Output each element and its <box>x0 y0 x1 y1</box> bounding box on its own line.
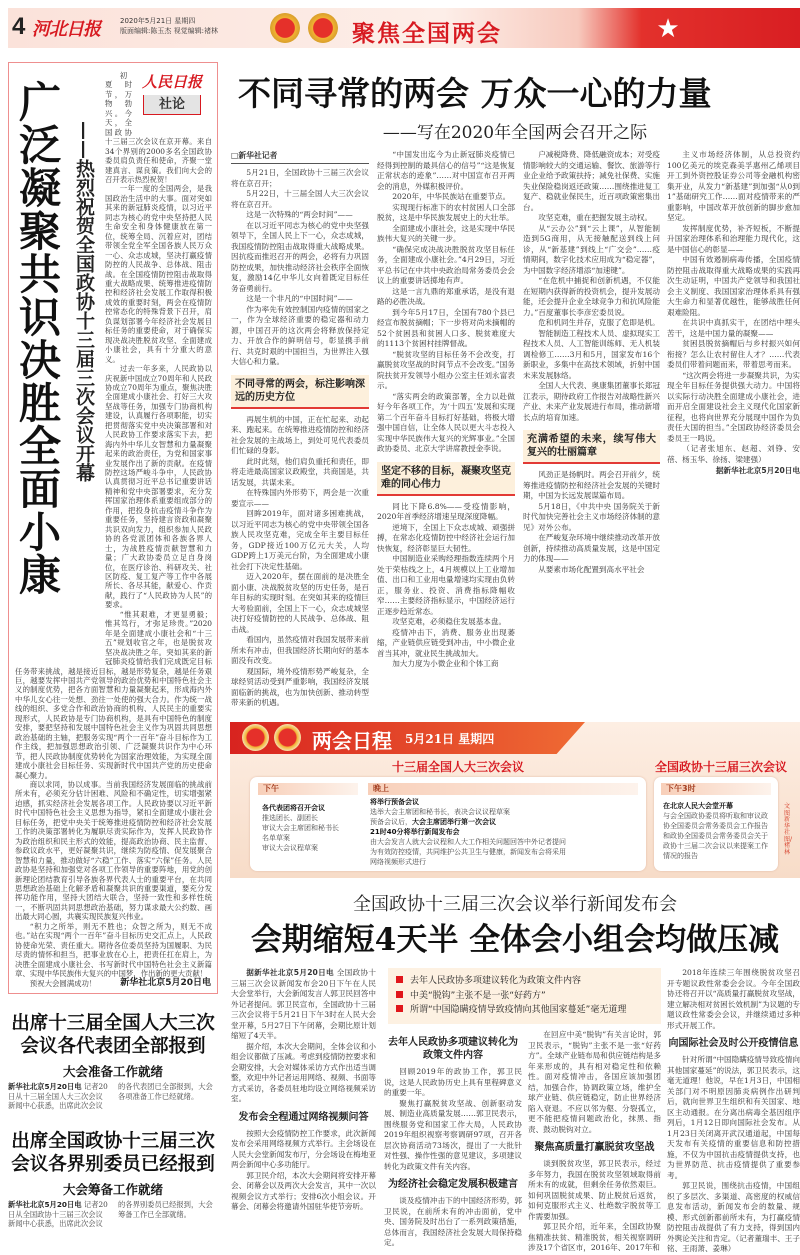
paragraph <box>231 189 369 210</box>
paragraph-text: 在共识中真抓实干，在团结中埋头苦干，这是中国力量的凝聚—— <box>667 318 800 338</box>
schedule-item <box>370 847 645 857</box>
side-article-2-headline: 出席全国政协十三届三次会议各界别委员已经报到 <box>11 1131 215 1175</box>
paragraph <box>231 294 369 305</box>
issue-info <box>120 16 218 36</box>
paragraph <box>231 305 369 368</box>
side-article-2-body <box>8 1200 218 1229</box>
schedule-item <box>370 807 645 817</box>
schedule-text: 与会全国政协委员将听取和审议政 <box>663 812 768 820</box>
paragraph <box>523 318 660 329</box>
paragraph <box>667 1055 800 1181</box>
paragraph <box>231 1042 376 1105</box>
press-article-column <box>231 968 376 1243</box>
schedule-date: 5月21日 星期四 <box>405 732 495 746</box>
section-subheading: 不同寻常的两会，标注影响深远的历史方位 <box>231 375 369 409</box>
paragraph-text: 攻坚克难，重在把握发展主动权。 <box>538 213 653 222</box>
paragraph <box>523 502 660 534</box>
schedule-item <box>262 823 362 833</box>
schedule-text: 由大会发言人就大会议程和人大工作相关问题回答中外记者提问 <box>370 838 566 846</box>
body-text: 记者20日从全国政协十三届三次会议新闻中心获悉，出席此次会议的各界别委员已经报到，大会筹备工作已全部就绪。 <box>8 1200 213 1229</box>
paragraph <box>377 150 515 192</box>
paragraph <box>377 192 515 203</box>
schedule-title: 两会日程 <box>312 729 392 753</box>
dateline: 据新华社北京5月20日电 <box>715 466 800 475</box>
source-logo: 人民日报 <box>141 73 202 91</box>
paragraph-text: “脱贫攻坚的目标任务不会改变，打赢脱贫攻坚战的时间节点不会改变。”国务院扶贫开发领导小组办公室主任刘永富表示。 <box>377 349 515 390</box>
paragraph-text: 聚焦打赢脱贫攻坚战、创新驱动发展、制造业高质量发展……郭卫民表示，围绕服务党和国家工作大局，人民政协2019年组织视察考察调研97项，召开各层次协商活动73场次，提出了一大批针对性强、操作性强的意见建议，多项建议转化为政策文件有关内容。 <box>384 1098 522 1171</box>
paragraph <box>384 1067 522 1099</box>
paragraph <box>667 255 800 318</box>
schedule-item <box>262 843 362 853</box>
paragraph: 初夏时节，万物勃兴。今天，全国政协十三届三次会议在京开幕。来自34个界别的2000多名全国政协委员肩负责任和使命，齐聚一堂建真言、谋良策。我们向大会的召开表示热烈祝贺！ <box>105 71 212 184</box>
schedule-text: 将举行预备会议 <box>370 798 419 806</box>
paragraph-text: 中国有效遏制病毒传播，全国疫情防控阻击战取得重大战略成果的实践再次生动证明，中国共产党领导和我国社会主义制度、我国国家治理体系具有强大生命力和显著优越性，能够战胜任何艰难险阻。 <box>667 255 800 317</box>
paragraph <box>377 554 515 617</box>
schedule-box <box>230 722 800 878</box>
paragraph-text: “这次两会将进一步凝聚共识，为实现全年目标任务提供强大动力。中国将以实际行动决胜全面建成小康社会，进而开启全面建设社会主义现代化国家新征程，也将向世界充分展现中国作为负责任大国的担当。”全国政协经济委员会委员王一鸣说。 <box>667 370 800 443</box>
press-article-column <box>528 1030 661 1252</box>
paragraph <box>231 1129 376 1171</box>
schedule-item <box>663 841 778 851</box>
editors: 版面编辑:陈玉杰 视觉编辑:褚林 <box>120 27 218 35</box>
npc-afternoon-items <box>262 803 362 853</box>
paragraph-text: 疫情冲击下，消费、服务业出现萎缩，产业链供应链受到冲击，中小微企业首当其冲，就业民生挑战加大。 <box>377 627 515 658</box>
paragraph <box>377 628 515 660</box>
section-subheading: 去年人民政协多项建议转化为政策文件内容 <box>388 1037 518 1061</box>
paragraph <box>377 502 515 523</box>
paragraph: “惟其艰难，才更显勇毅；惟其笃行，才弥足珍贵。”2020年是全面建成小康社会和“十三五”规划收官之年，也是脱贫攻坚决战决胜之年。突如其来的新冠肺炎疫情给我们完成既定目标任务带来挑战，越是接近目标，越是形势复杂，越是任务艰巨，越要发挥中国共产党领导的政治优势和中国特色社会主义的制度优势，把各方面智慧和力量凝聚起来，形成海内外中华儿女心往一处想、劲往一处使的强大合力。作为统一战线的组织、多党合作和政治协商的机构、人民民主的重要实现形式，人民政协是专门协商机构，是具有中国特色的制度安排，要把坚持和发展中国特色社会主义作为巩固共同思想政治基础的主轴，把服务实现“两个一百年”奋斗目标作为工作主线，把加强思想政治引领、广泛凝聚共识作为中心环节，把人民政协制度优势转化为国家治理效能，为实现全面建成小康社会目标任务、实现新时代中国共产党的历史使命凝心聚力。 <box>15 609 212 780</box>
newspaper-logo: 河北日报 <box>32 19 100 40</box>
schedule-text: 政协十三届二次会议以来提案工作 <box>663 842 768 850</box>
paragraph-text: 5月18日，《中共中央 国务院关于新时代加快完善社会主义市场经济体制的意见》对外公布。 <box>523 501 660 532</box>
schedule-text: 为有效防控疫情，共同维护公共卫生与健康，新闻发布会将采用 <box>370 848 566 856</box>
paragraph <box>231 635 369 667</box>
schedule-text: 推选团长、副团长 <box>262 814 318 822</box>
section-subheading: 为经济社会稳定发展积极建言 <box>388 1179 518 1190</box>
schedule-text: 名单草案 <box>262 834 290 842</box>
paragraph-text: “在危机中捕捉和创新机遇，不仅能在短期内获得新的投资机会，提升发展动能，还会提升企业全球竞争力和抗风险能力。”百度董事长李彦宏委员说。 <box>523 276 660 317</box>
paragraph <box>377 523 515 555</box>
paragraph <box>377 350 515 392</box>
peoples-daily-editorial-logo <box>132 71 212 129</box>
main-article-column <box>523 150 660 705</box>
paragraph <box>231 1171 376 1213</box>
paragraph-text: 郭卫民说，围绕抗击疫情，中国组织了多层次、多渠道、高密度的权威信息发布活动，新闻发布会的数量、规模、形式创新都前所未有，为打赢疫情防控阻击战提供了有力支持，得到国内外舆论关注和肯定。（记者董瑞丰、王子铭、王雨萧、姜琳） <box>667 1181 800 1253</box>
paragraph <box>667 371 800 445</box>
cppcc-emblem-icon <box>308 13 338 43</box>
paragraph <box>667 318 800 339</box>
paragraph <box>528 1222 661 1254</box>
section-title: 聚焦全国两会 <box>352 21 502 47</box>
schedule-text: 网络视频形式进行 <box>370 858 426 866</box>
paragraph <box>377 203 515 224</box>
paragraph <box>667 224 800 256</box>
schedule-text: 协全国委员会常务委员会工作报告 <box>663 822 768 830</box>
schedule-item <box>663 801 778 811</box>
paragraph <box>377 659 515 670</box>
highlight-item: 去年人民政协多项建议转化为政策文件内容 <box>396 974 661 989</box>
paragraph <box>377 617 515 628</box>
side-article-1-subheadline: 大会准备工作就绪 <box>62 1064 163 1079</box>
paragraph-text: 5月22日，十三届全国人大三次会议将在京召开。 <box>231 189 369 209</box>
schedule-item <box>663 821 778 831</box>
paragraph-text: “确保完成决战决胜脱贫攻坚目标任务，全面建成小康社会。”4月29日，习近平总书记在中共中央政治局常务委员会会议上的重要讲话掷地有声。 <box>377 244 515 285</box>
paragraph-text: 再展生机的中国，正在忙起来、动起来、跑起来。在统筹推进疫情防控和经济社会发展的主战场上，到处可见代表委员们忙碌的身影。 <box>231 414 369 455</box>
time-label: 晚上 <box>368 783 638 795</box>
paragraph-text: 看国内，虽然疫情对我国发展带来前所未有冲击，但我国经济长期向好的基本面没有改变。 <box>231 635 369 665</box>
paragraph-text: 郭卫民介绍，近年来，全国政协聚焦精准扶贫、精准脱贫，相关视察调研涉及17个省区市，2016年、2017年和 <box>528 1222 661 1252</box>
paragraph-text: 中国制造业采购经理指数连续两个月处于荣枯线之上，4月规模以上工业增加值、出口和工业用电量增速均实现由负转正，服务业、投资、消费指标降幅收窄……主要经济指标显示，中国经济运行正逐步趋近常态。 <box>377 554 515 616</box>
paragraph-text: 贫困县脱贫摘帽后与乡村振兴如何衔接？怎么让农村留住人才？……代表委员们带着问题而来，带着思考而来。 <box>667 339 800 369</box>
editorial-subheadline: ——热烈祝贺全国政协十三届三次会议开幕 <box>73 121 95 482</box>
body-text: 记者20日从十三届全国人大三次会议新闻中心获悉，出席此次会议的各代表团已全部报到，大会各项准备工作已经就绪。 <box>8 1082 213 1111</box>
paragraph: 过去一年多来，人民政协以庆祝新中国成立70周年和人民政协成立70周年为重点，聚焦决胜全面建成小康社会、打好三大攻坚战等任务，加强专门协商机构建设，认真履行各项职能，切实把贯彻落实党中央决策部署和对人民政协工作要求落实下去，把海内外中华儿女智慧和力量凝聚起来的政治责任，为党和国家事业发展作出了新的贡献。在疫情防控这场严峻斗争中，人民政协认真贯彻习近平总书记重要讲话精神和党中央部署要求，充分发挥国家治理体系重要组成部分的作用，把投身抗击疫情斗争作为重要任务，坚持建言资政和凝聚共识双向发力，组织参加人民政协的各党派团体和各族各界人士，为战胜疫情贡献智慧和力量；广大政协委员立足自身岗位，在医疗诊治、科研攻关、社区防疫、复工复产等工作中各展所长、各尽其能，献爱心、作贡献，践行了“人民政协为人民”的要求。 <box>105 364 212 610</box>
paragraph <box>667 150 800 224</box>
paragraph-text: 实现现行标准下的农村贫困人口全部脱贫，这是中华民族发展史上的大壮举。 <box>377 202 515 222</box>
paragraph-text: “中国发出迄今为止新冠肺炎疫情已经得到控制的最具信心的信号”“这是恢复正常状态的迹象”……对中国宣布召开两会的消息，外媒积极评价。 <box>377 150 515 191</box>
side-article-1-headline: 出席十三届全国人大三次会议各代表团全部报到 <box>11 1013 215 1057</box>
paragraph <box>384 1099 522 1173</box>
national-emblem-icon <box>270 13 300 43</box>
dateline: 据新华社北京5月20日电 <box>246 968 334 977</box>
paragraph-text: 发挥制度优势，补齐短板，不断提升国家治理体系和治理能力现代化，这是中国信心的彰显—— <box>667 223 800 254</box>
dateline: 新华社北京5月20日电 <box>8 1200 82 1209</box>
schedule-item <box>370 817 645 827</box>
paragraph-text: 户减税降费、降低融资成本；对受疫情影响较大的交通运输、餐饮、旅游等行业企业给予政策扶持；减免社保费、实施失业保险稳岗返还政策……围绕推进复工复产、稳就业保民生，近百项政策密集出台。 <box>523 150 660 212</box>
paragraph <box>523 276 660 318</box>
press-article-column <box>667 968 800 1253</box>
schedule-text: 预备会议后， <box>370 818 412 826</box>
paragraph-text: 风劲正是扬帆时。两会召开前夕，统筹推进疫情防控和经济社会发展的关键时期，中国为长远发展谋篇布局。 <box>523 470 660 500</box>
schedule-item <box>262 833 362 843</box>
paragraph-text: 谈及疫情冲击下的中国经济形势，郭卫民说，在前所未有的冲击面前，党中央、国务院及时出台了一系列政策措施，总体而言，我国经济社会发展大局保持稳定。 <box>384 1196 522 1247</box>
paragraph-text: 主义市场经济体制，从总投资约100亿美元的埃克森美孚惠州乙烯项目开工到外资控股证券公司等金融机构密集开业，从发力“新基建”到加强“从0到1”基础研究工作……面对疫情带来的严重影响，中国改革开放创新的脚步愈加坚定。 <box>667 150 800 222</box>
press-article-column <box>384 1030 522 1247</box>
paragraph <box>523 150 660 213</box>
paragraph <box>231 667 369 709</box>
schedule-text: 选举大会主席团和秘书长，表决会议议程草案 <box>370 808 510 816</box>
issue-date: 2020年5月21日 星期四 <box>120 17 196 25</box>
page-number: 4 <box>12 13 26 40</box>
paragraph-text: 智能制造工程技术人员、虚拟现实工程技术人员、人工智能训练师、无人机装调检修工……3月和5月，国家发布16个新职业，多集中在高技术领域，折射中国未来发展脉络。 <box>523 328 660 380</box>
national-emblem-icon <box>242 724 269 751</box>
page-header <box>8 8 800 48</box>
paragraph-text: 在特殊国内外形势下，两会是一次重要宣示—— <box>231 488 369 508</box>
paragraph-text: 攻坚克难，必须稳住发展基本盘。 <box>392 617 507 626</box>
paragraph-text: 在回应中美“脱钩”有关言论时，郭卫民表示，“脱钩”主张不是一张“好药方”。全球产业链布局和供应链结构是多年来形成的，具有相对稳定性和依赖性。面对疫情冲击，各国应该加强团结，加强合作，协调政策立场，维护全球产业链、供应链稳定，防止世界经济陷入衰退。不应以邻为壑、分裂孤立，更不能把疫情问题政治化，抹黑、指责、鼓动脱钩对立。 <box>528 1030 661 1134</box>
photo-credit: 文图新华社 图/褚林 <box>784 803 793 856</box>
schedule-text: 21时40分将举行新闻发布会 <box>370 828 460 836</box>
paragraph <box>523 565 660 576</box>
press-headline: 会期缩短4天半 全体会小组会均做压减 <box>250 922 780 958</box>
paragraph-text: 在以习近平同志为核心的党中央坚强领导下，全国人民上下一心，众志成城，我国疫情防控阻击战取得重大战略成果。因抗疫而推迟召开的两会，必将有力巩固防控成果，加快推动经济社会秩序全面恢复，激励14亿中华儿女向着既定目标任务奋勇前行。 <box>231 220 369 293</box>
editorial-label: 社论 <box>143 95 201 115</box>
paragraph <box>523 213 660 224</box>
paragraph <box>523 381 660 423</box>
paragraph <box>231 457 369 489</box>
paragraph-text: 作为率先有效控制国内疫情的国家之一，作为全球经济重要的稳定器和动力源，中国召开的这次两会将释放保持定力、开放合作的鲜明信号，彰显携手前行、共克时艰的中国担当，为世界注入强大信心和力量。 <box>231 304 369 366</box>
highlight-item: 中美“脱钩”主张不是一张“好药方” <box>396 989 661 1004</box>
main-headline: 不同寻常的两会 万众一心的力量 <box>238 74 712 113</box>
paragraph-text: 到今年5月17日，全国有780个县已经宣布脱贫摘帽；下一步将对尚未摘帽的52个贫困县和贫困人口多、脱贫难度大的1113个贫困村挂牌督战。 <box>377 307 515 348</box>
schedule-text: 在北京人民大会堂开幕 <box>663 802 733 810</box>
schedule-item <box>663 851 778 861</box>
schedule-text: 情况的报告 <box>663 852 698 860</box>
paragraph-text: 从“云办公”到“云上课”，从智能制造到5G商用，从无接触配送到线上问诊，从“新基建”到线上“广交会”……疫情期间，数字化技术应用成为“稳定器”，为中国数字经济增添“加速键”。 <box>523 223 660 275</box>
editorial-headline: 广泛凝聚共识 决胜全面小康 <box>18 78 61 600</box>
schedule-item <box>370 837 645 847</box>
schedule-text: 各代表团将召开会议 <box>262 804 325 812</box>
paragraph <box>231 968 376 1042</box>
schedule-item <box>370 857 645 867</box>
paragraph-text: 全国政协十三届三次会议新闻发布会20日下午在人民大会堂举行，大会新闻发言人郭卫民回答中外记者提问。郭卫民宣布，全国政协十三届三次会议将于5月21日下午3时在人民大会堂开幕，5月27日下午闭幕，会期比原计划缩短了4天半。 <box>231 968 376 1040</box>
editorial-dateline: 新华社北京5月20日电 <box>120 978 211 988</box>
editorial-headline-block <box>15 71 105 661</box>
paragraph <box>231 509 369 572</box>
paragraph-text: 此时此刻，他们肩负重托和责任，即将走进最高国家议政殿堂，共商国是，共话发展，共谋未来。 <box>231 456 369 487</box>
paragraph <box>231 415 369 457</box>
paragraph <box>377 392 515 455</box>
schedule-item <box>663 831 778 841</box>
section-subheading: 充满希望的未来，续写伟大复兴的壮丽篇章 <box>523 430 660 464</box>
schedule-text: 审议大会主席团和秘书长 <box>262 824 339 832</box>
main-article-column <box>377 150 515 705</box>
paragraph-text: 这是一次特殊的“两会时间”—— <box>246 210 353 219</box>
paragraph <box>231 210 369 221</box>
schedule-text-bold: 大会主席团举行第一次会议 <box>412 818 496 826</box>
cppcc-session-title: 全国政协十三届三次会议 <box>655 760 788 774</box>
paragraph <box>523 470 660 502</box>
paragraph <box>667 444 800 465</box>
paragraph <box>523 533 660 565</box>
paragraph-text: 危和机同生并存，克服了危即是机。 <box>538 318 660 327</box>
paragraph <box>384 1196 522 1249</box>
paragraph-text: 这是一个非凡的“中国时间”—— <box>246 294 353 303</box>
schedule-item <box>262 813 362 823</box>
paragraph <box>231 221 369 295</box>
paragraph <box>377 245 515 287</box>
paragraph-text: 观国际，境外疫情形势严峻复杂，全球经贸活动受到严重影响，我国经济发展面临新的挑战，也为加快创新、推动转型带来新的机遇。 <box>231 666 369 707</box>
schedule-item <box>370 827 645 837</box>
npc-evening-items <box>370 797 645 867</box>
paragraph-text: 5月21日，全国政协十三届三次会议将在京召开； <box>231 168 369 188</box>
star-emblem-icon: ★ <box>656 14 680 44</box>
section-subheading: 坚定不移的目标，凝聚攻坚克难的同心伟力 <box>377 462 515 496</box>
paragraph-text: 全面建成小康社会，这是实现中华民族伟大复兴的关键一步。 <box>377 223 515 243</box>
paragraph-text: 针对所谓“中国隐瞒疫情导致疫情向其他国家蔓延”的说法，郭卫民表示，这毫无道理！他说，早在1月3日，中国相关部门对不明原因肺炎病例作出研判后，就向世界卫生组织和有关国家、地区主动通报。在分离出病毒全基因组序列后，1月12日即向国际社会发布。从1月23日关闭离开武汉通道起，中国每天发布有关疫情的重要信息和防控措施，不仅为中国抗击疫情提供支持，也为世界防范、抗击疫情提供了重要参考。 <box>667 1055 800 1180</box>
section-subheading: 发布会全程通过网络视频问答 <box>238 1111 369 1123</box>
paragraph-text: 在严峻复杂环境中继续推动改革开放创新，持续推动高质量发展，这是中国定力的体现—— <box>523 533 660 563</box>
paragraph <box>667 339 800 371</box>
paragraph-text: 全国人大代表、奥康集团董事长郑冠江表示，期待政府工作报告对战略性新兴产业、未来产业发展进行布局，推动新增长点的培育加速。 <box>523 381 660 422</box>
paragraph-text: 加大力度为小微企业和个体工商 <box>392 659 499 668</box>
paragraph-text: 2018年连续三年围绕脱贫攻坚召开专题议政性常委会会议。今年全国政协还将召开以“高质量打赢脱贫攻坚战，建立解决相对贫困长效机制”为议题的专题议政性常委会会议，并继续通过多种形式开展工作。 <box>667 968 800 1030</box>
press-kicker: 全国政协十三届三次会议举行新闻发布会 <box>353 894 677 915</box>
paragraph-text: （记者张旭东、赵超、刘铮、安蓓、杨玉华、徐扬、梁建强） <box>667 444 800 464</box>
highlights-box <box>388 968 661 1024</box>
schedule-text: 和政协全国委员会常务委员会关于 <box>663 832 768 840</box>
schedule-item <box>663 811 778 821</box>
paragraph-text: 2020年，中华民族站在重要节点。 <box>392 192 511 201</box>
time-label: 下午 <box>258 783 358 795</box>
paragraph <box>667 968 800 1031</box>
schedule-item <box>262 803 362 813</box>
paragraph-text: 同比下降6.8%——受疫情影响，2020年首季经济增速呈现深度降幅。 <box>377 501 515 521</box>
paragraph: 预祝大会圆满成功！ <box>29 978 97 988</box>
time-label: 下午3时 <box>661 783 771 795</box>
paragraph <box>231 572 369 635</box>
paragraph <box>231 168 369 189</box>
npc-schedule-panel <box>250 777 646 871</box>
paragraph-text: 这是一言九鼎的郑重承诺，是没有退路的必胜决战。 <box>377 286 515 306</box>
npc-session-title: 十三届全国人大三次会议 <box>392 760 525 774</box>
cppcc-emblem-icon <box>274 724 301 751</box>
main-article-column <box>667 150 800 705</box>
cppcc-schedule-panel <box>654 777 778 871</box>
paragraph <box>528 1030 661 1135</box>
paragraph: “积力之所举，则无不胜也；众智之所为，则无不成也。”站在实现“两个一百年”奋斗目标历史交汇点上，人民政协使命光荣、责任重大。期待各位委员坚持为国履职、为民尽责的情怀和担当，把事业放在心上，把责任扛在肩上，为决胜全面建成小康社会、书写新时代中国特色社会主义新篇章、实现中华民族伟大复兴的中国梦，作出新的更大贡献！ <box>15 921 212 979</box>
paragraph <box>377 287 515 308</box>
paragraph-text: 回顾2019年的政协工作，郭卫民说，这是人民政协历史上具有里程碑意义的重要一年。 <box>384 1067 522 1097</box>
paragraph-text: 郭卫民介绍，本次大会期间将安排开幕会、闭幕会以及两次大会发言，其中一次以视频会议方式举行；安排6次小组会议。开幕会、闭幕会将邀请外国驻华使节旁听。 <box>231 1170 376 1211</box>
cppcc-afternoon-items <box>663 801 778 861</box>
paragraph-text: “落实两会的政策部署，全力以赴做好今年各项工作，为‘十四五’发展和实现第二个百年奋斗目标打好基础，将极大增强中国自信，让全体人民以更大斗志投入实现中华民族伟大复兴的光辉事业。”全国政协委员、北京大学讲席教授金李说。 <box>377 391 515 453</box>
paragraph <box>528 1159 661 1222</box>
paragraph <box>523 224 660 277</box>
paragraph-text: 谈到脱贫攻坚，郭卫民表示，经过多年努力，我国在脱贫攻坚领域取得前所未有的成就，但剩余任务依然艰巨。如何巩固脱贫成果、防止脱贫后返贫，如何克服形式主义、杜绝数字脱贫等工作需要加强。 <box>528 1159 661 1221</box>
paragraph-text: 按照大会疫情防控工作要求，此次新闻发布会采用网络视频方式举行。主会场设在人民大会堂新闻发布厅，分会场设在梅地亚两会新闻中心多功能厅。 <box>231 1128 376 1169</box>
paragraph <box>231 488 369 509</box>
paragraph-text: 迈入2020年，摆在面前的是决胜全面小康、决战脱贫攻坚的历史任务，是百年目标的实现时刻。在突如其来的疫情巨大考验面前，全国上下一心，众志成城坚决打好疫情防控的人民战争、总体战、阻击战。 <box>231 572 369 634</box>
editorial-box <box>8 62 218 994</box>
side-article-1-body <box>8 1082 218 1111</box>
schedule-item <box>370 797 645 807</box>
paragraph-text: 回眸2019年，面对诸多困难挑战，以习近平同志为核心的党中央带领全国各族人民攻坚克难，完成全年主要目标任务，GDP接近100万亿元大关，人均GDP跨上1万美元台阶，为全面建成小康社会打下决定性基础。 <box>231 509 369 571</box>
paragraph <box>667 1181 800 1255</box>
paragraph <box>377 308 515 350</box>
paragraph <box>523 329 660 382</box>
section-subheading: 向国际社会及时公开疫情信息 <box>668 1038 799 1049</box>
side-article-2-subheadline: 大会筹备工作就绪 <box>62 1182 163 1197</box>
paragraph <box>377 224 515 245</box>
paragraph: 一年一度的全国两会，是我国政治生活中的大事。面对突如其来的新冠肺炎疫情，以习近平同志为核心的党中央坚持把人民生命安全和身体健康放在第一位，统筹全局、沉着应对，团结带领全党全军全国各族人民万众一心、众志成城，坚决打赢疫情防控的人民战争、总体战、阻击战。在全国疫情防控阻击战取得重大战略成果、统筹推进疫情防控和经济社会发展工作取得积极成效的重要时刻，两会在疫情防控常态化的特殊背景下召开，肩负谋划部署今年经济社会发展目标任务的重要使命，对于确保实现决战决胜脱贫攻坚、全面建成小康社会，具有十分重大的意义。 <box>105 184 212 364</box>
highlight-item: 所谓“中国隐瞒疫情导致疫情向其他国家蔓延”毫无道理 <box>396 1003 661 1018</box>
paragraph-text: 据介绍，本次大会期间，全体会议和小组会议都做了压减。考虑到疫情防控要求和会期安排，大会对媒体采访方式作出适当调整，欢迎中外记者运用网络、视频、书面等方式采访，各委员驻地均设立网络视频采访室。 <box>231 1041 376 1103</box>
section-subheading: 聚焦高质量打赢脱贫攻坚战 <box>534 1142 655 1153</box>
main-article-column <box>231 150 369 705</box>
main-subheadline: ——写在2020年全国两会召开之际 <box>382 123 648 143</box>
byline: □新华社记者 <box>231 150 369 164</box>
schedule-text: 审议大会议程草案 <box>262 844 318 852</box>
paragraph: 商以求同，协以成事。当前我国经济发展面临的挑战前所未有，必须充分估计困难、风险和不确定性，切实增强紧迫感，抓实经济社会发展各项工作。人民政协要以习近平新时代中国特色社会主义思想为指导，紧扣全面建成小康社会目标任务，把党中央关于统筹推进疫情防控和经济社会发展工作的决策部署转化为履职尽责实际作为，发挥人民政协作为政治组织和民主形式的效能，提高政治协商、民主监督、参政议政水平，更好凝聚共识，继续为防疫情、促发展聚合智慧和力量，推动做好“六稳”工作、落实“六保”任务。人民政协是坚持和加强党对各项工作领导的重要阵地，用党的创新理论团结教育引导各族各界代表人士的重要平台，在共同思想政治基础上化解矛盾和凝聚共识的重要渠道，要充分发挥功能作用，坚持大团结大联合，坚持一致性和多样性统一，不断巩固共同思想政治基础，努力谋求最大公约数、画出最大同心圆，共襄实现民族复兴伟业。 <box>15 779 212 922</box>
paragraph-text: 从要素市场化配置到高水平社会 <box>538 564 645 574</box>
paragraph-text: 逆境下，全国上下众志成城、顽强拼搏，在常态化疫情防控中经济社会运行加快恢复，经济彰显巨大韧性。 <box>377 522 515 553</box>
dateline: 新华社北京5月20日电 <box>8 1082 82 1091</box>
